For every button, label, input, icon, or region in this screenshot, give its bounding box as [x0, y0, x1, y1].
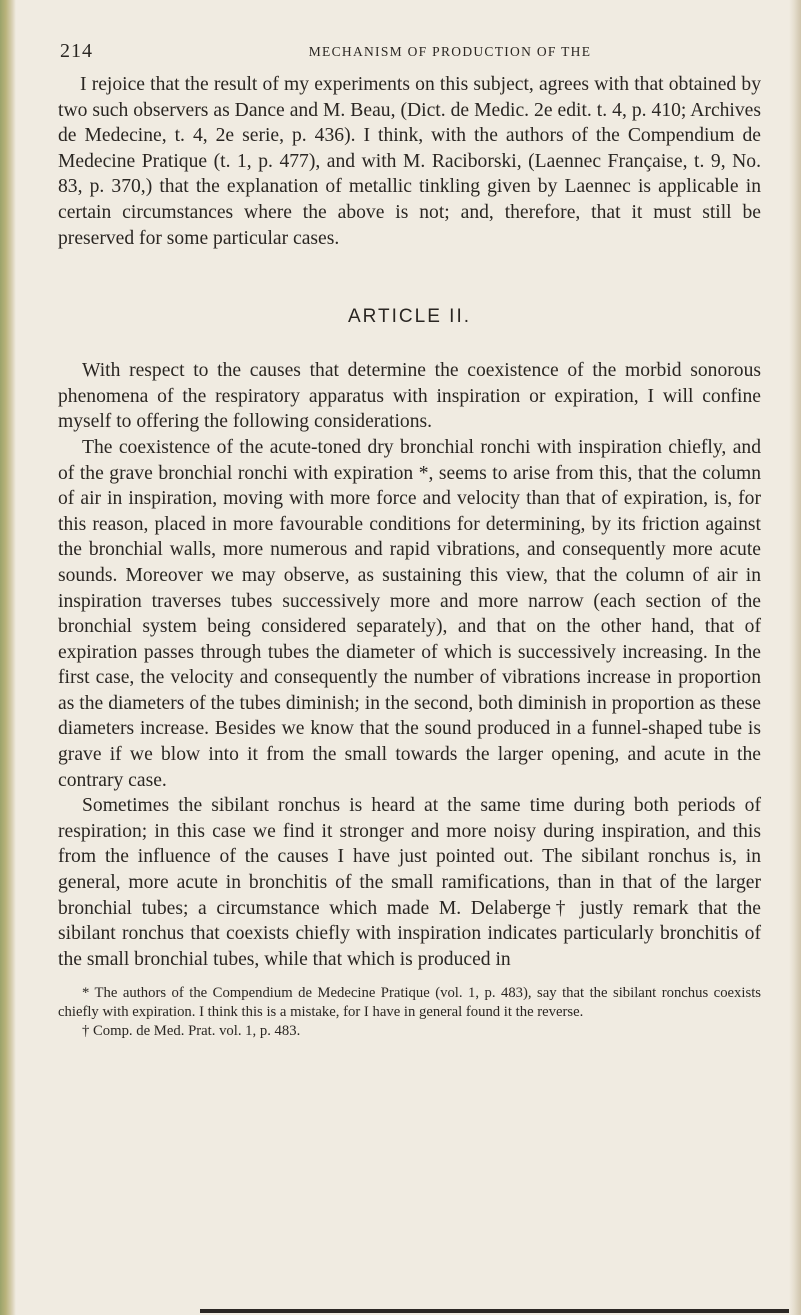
page-right-edge	[789, 0, 801, 1315]
running-head: MECHANISM OF PRODUCTION OF THE	[308, 44, 592, 59]
page-header	[60, 40, 760, 66]
article-paragraph: With respect to the causes that determine the coexistence of the morbid sonorous phenomena of the respiratory apparatus with inspiration or expiration, I will confine myself to offering the following considerations.	[58, 360, 761, 433]
article-paragraph: Sometimes the sibilant ronchus is heard at the same time during both periods of respiration; in this case we find it stronger and more noisy during inspiration, and this from the influence of the causes I have just pointed out. The sibilant ronchus is, in general, more acute in bronchitis of the small ramifications, than in that of the larger bronchial tubes; a circumstance which made M. Delaberge† justly remark that the sibilant ronchus that coexists chiefly with inspiration indicates particularly bronchitis of the small bronchial tubes, while that which is produced in	[58, 795, 761, 970]
intro-paragraph: I rejoice that the result of my experiments on this subject, agrees with that obtained by two such observers as Dance and M. Beau, (Dict. de Medic. 2e edit. t. 4, p. 410; Archives de Medecine, t. 4, 2e serie, p. 436). I think, with the authors of the Compendium de Medecine Pratique (t. 1, p. 477), and with M. Raciborski, (Laennec Française, t. 9, No. 83, p. 370,) that the explanation of metallic tinkling given by Laennec is applicable in certain circumstances where the above is not; and, therefore, that it must still be preserved for some particular cases.	[58, 74, 761, 249]
article-heading: ARTICLE II.	[347, 306, 471, 328]
bottom-rule	[200, 1309, 789, 1313]
footnote: * The authors of the Compendium de Medecine Pratique (vol. 1, p. 483), say that the sibilant ronchus coexists chiefly with expiration. I think this is a mistake, for I have in general found it the reverse.	[58, 985, 761, 1020]
body-text	[58, 72, 761, 1040]
page-number: 214	[60, 40, 93, 62]
page-binding-edge	[0, 0, 16, 1315]
footnotes	[58, 984, 761, 1040]
article-paragraph: The coexistence of the acute-toned dry bronchial ronchi with inspiration chiefly, and of the grave bronchial ronchi with expiration *, seems to arise from this, that the column of air in inspiration, moving with more force and velocity than that of expiration, is, for this reason, placed in more favourable conditions for determining, by its friction against the bronchial walls, more numerous and rapid vibrations, and consequently more acute sounds. Moreover we may observe, as sustaining this view, that the column of air in inspiration traverses tubes successively more and more narrow (each section of the bronchial system being considered separately), and that on the other hand, that of expiration passes through tubes the diameter of which is successively increasing. In the first case, the velocity and consequently the number of vibrations increase in proportion as the diameters of the tubes diminish; in the second, both diminish in proportion as these diameters increase. Besides we know that the sound produced in a funnel-shaped tube is grave if we blow into it from the small towards the larger opening, and acute in the contrary case.	[58, 436, 761, 791]
footnote: † Comp. de Med. Prat. vol. 1, p. 483.	[82, 1022, 301, 1039]
